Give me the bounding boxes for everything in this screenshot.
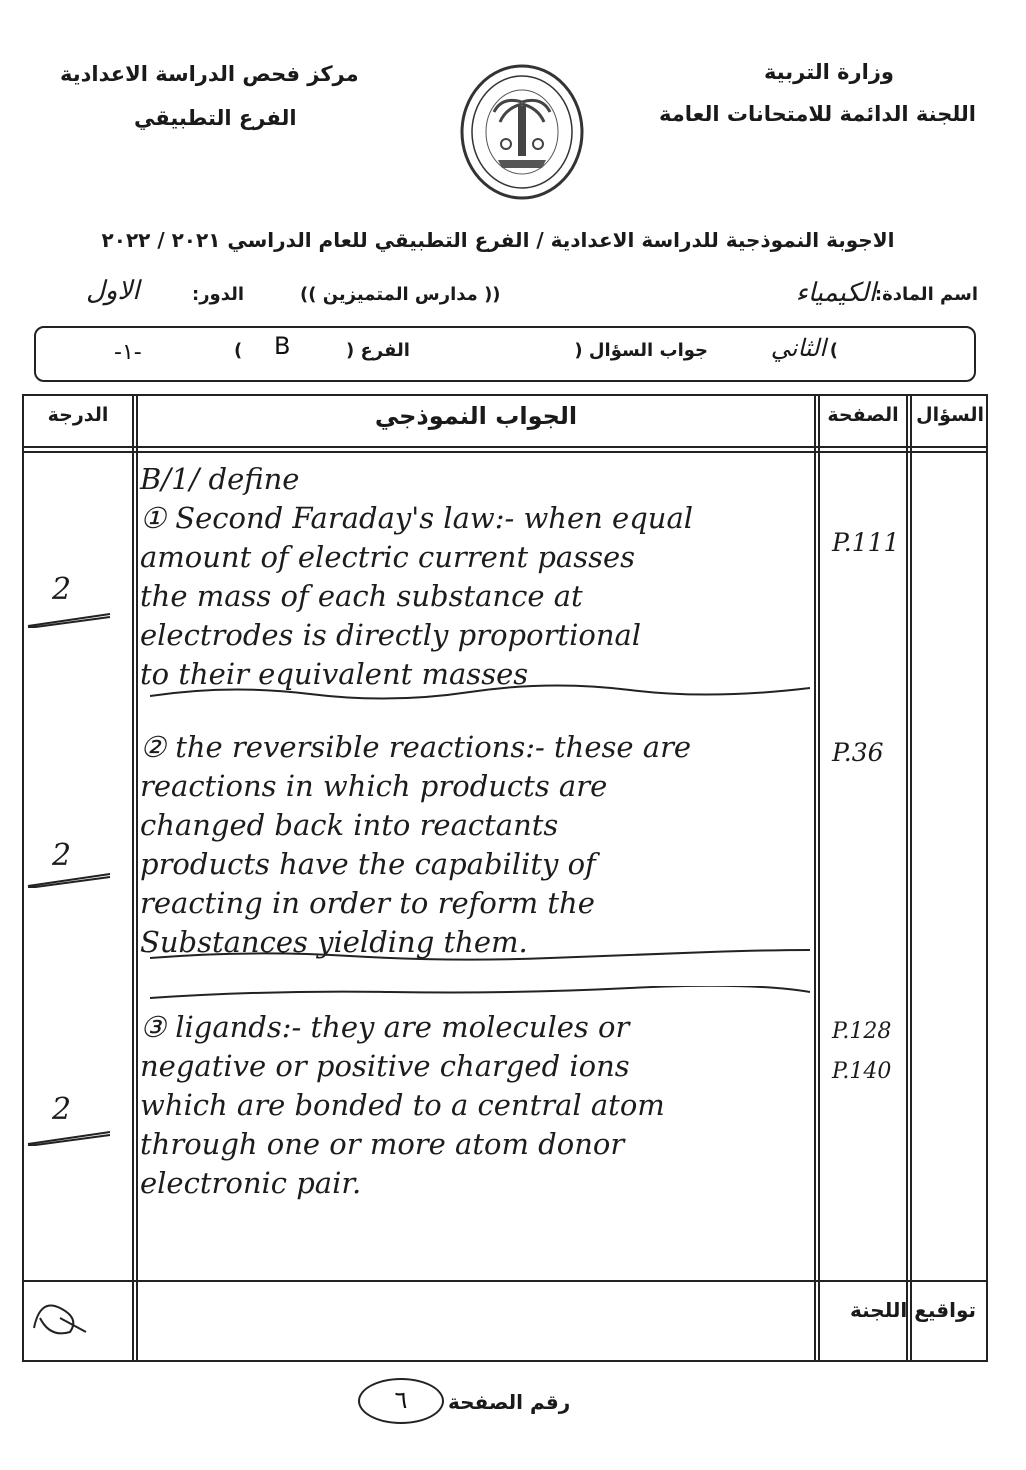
document-title: الاجوبة النموذجية للدراسة الاعدادية / الفرع التطبيقي للعام الدراسي ٢٠٢١ / ٢٠٢٢	[101, 228, 895, 252]
section-separator	[150, 684, 810, 700]
section-separator	[150, 948, 810, 964]
col-divider	[132, 396, 134, 1360]
page-ref-1: P.111	[832, 528, 900, 557]
grade-underline	[26, 1130, 112, 1146]
branch-name: الفرع التطبيقي	[134, 106, 297, 130]
col-page-header: الصفحة	[827, 404, 899, 426]
col-question-header: السؤال	[916, 404, 984, 426]
page-number-label: رقم الصفحة	[448, 1390, 571, 1414]
section-separator	[150, 986, 810, 1002]
answer-3: ③ ligands:- they are molecules or negative or positive charged ions which are bonded to a central atom through one or more atom donor electronic pair.	[140, 1010, 665, 1200]
page-number: ٦	[358, 1378, 444, 1424]
committee-name: اللجنة الدائمة للامتحانات العامة	[659, 102, 976, 126]
col-divider	[910, 396, 912, 1360]
signature-divider	[24, 1280, 986, 1282]
round-label: الدور:	[192, 284, 245, 305]
signature-scribble	[30, 1288, 90, 1344]
grade-underline	[26, 872, 112, 888]
header-divider	[24, 451, 986, 453]
branch-label: الفرع (	[346, 340, 410, 361]
round-value: الاول	[86, 276, 140, 306]
schools-note: (( مدارس المتميزين ))	[300, 284, 501, 305]
ministry-name: وزارة التربية	[763, 60, 894, 84]
committee-signatures-label: تواقيع اللجنة	[850, 1298, 977, 1322]
center-name: مركز فحص الدراسة الاعدادية	[60, 62, 359, 86]
subject-value: الكيمياء	[795, 278, 876, 308]
grade-2: 2	[52, 838, 72, 873]
question-box	[34, 326, 976, 382]
col-grade-header: الدرجة	[47, 404, 109, 426]
branch-value: B	[274, 332, 291, 360]
ministry-seal	[458, 62, 586, 202]
col-divider	[818, 396, 820, 1360]
question-close-paren: )	[829, 340, 838, 361]
answer-2: ② the reversible reactions:- these are reactions in which products are changed back into reactants products have the capability of reacting in order to reform the Substances yielding them.	[140, 730, 692, 959]
col-answer-header: الجواب النموذجي	[374, 402, 578, 430]
grade-underline	[26, 612, 112, 628]
col-divider	[906, 396, 908, 1360]
page-marker: -١-	[114, 340, 142, 365]
col-divider	[814, 396, 816, 1360]
page-ref-3: P.128 P.140	[832, 1019, 892, 1084]
col-divider	[136, 396, 138, 1360]
page-ref-2: P.36	[832, 738, 884, 767]
grade-3: 2	[52, 1092, 72, 1127]
branch-close-paren: )	[234, 340, 243, 361]
subject-label: اسم المادة:	[874, 284, 978, 305]
grade-1: 2	[52, 572, 72, 607]
question-value: الثاني	[770, 334, 826, 362]
header-divider	[24, 446, 986, 448]
answer-label: جواب السؤال (	[574, 340, 708, 361]
answer-1: B/1/ define ① Second Faraday's law:- when equal amount of electric current passes the mass of each substance at electrodes is directly proportional to their equivalent masses	[140, 462, 694, 691]
